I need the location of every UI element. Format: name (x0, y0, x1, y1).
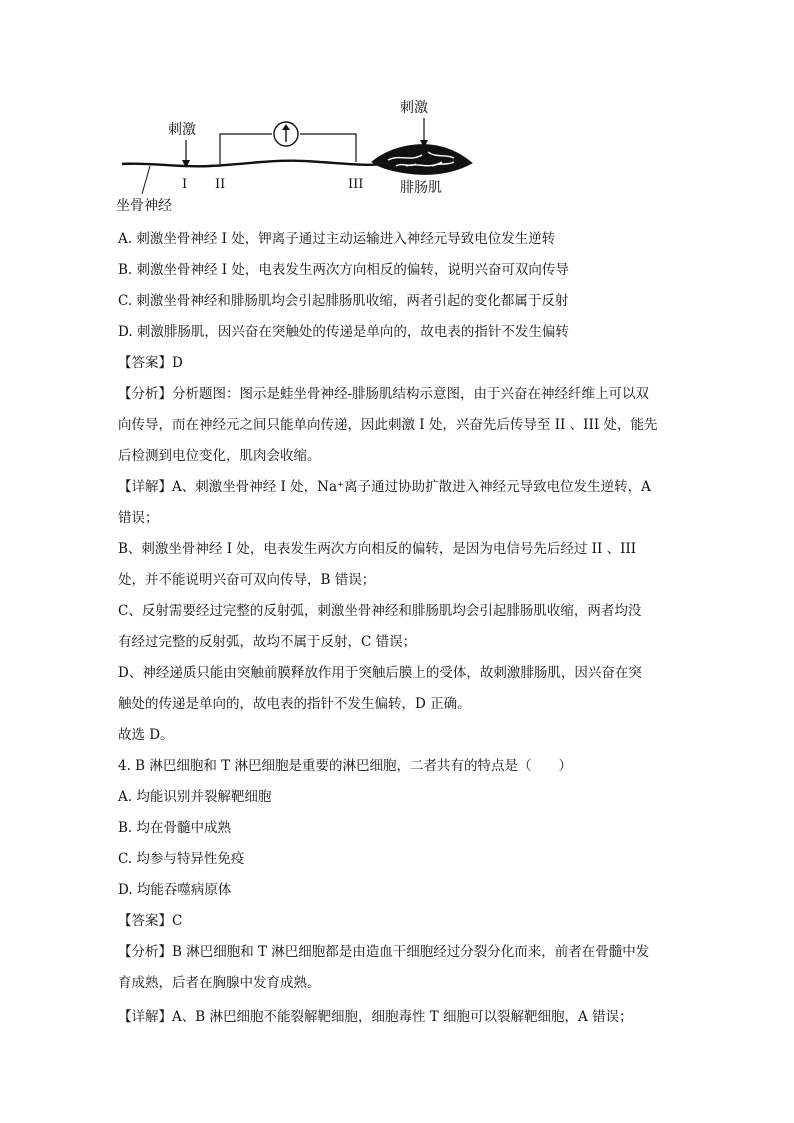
q4-option-d: D. 均能吞噬病原体 (118, 882, 232, 898)
q3-option-a: A. 刺激坐骨神经 I 处，钾离子通过主动运输进入神经元导致电位发生逆转 (118, 231, 556, 247)
q3-option-c: C. 刺激坐骨神经和腓肠肌均会引起腓肠肌收缩，两者引起的变化都属于反射 (118, 293, 569, 309)
site-label-3: III (348, 177, 364, 192)
q3-detail-line-2: 错误； (118, 510, 159, 526)
sciatic-nerve (122, 161, 380, 167)
gastrocnemius-muscle (372, 145, 472, 175)
q4-detail-line-1: 【详解】A、B 淋巴细胞不能裂解靶细胞，细胞毒性 T 细胞可以裂解靶细胞，A 错误； (118, 1009, 633, 1025)
q4-analysis-line-1: 【分析】B 淋巴细胞和 T 淋巴细胞都是由造血干细胞经过分裂分化而来，前者在骨髓中发 (118, 944, 650, 960)
site-label-2: II (215, 177, 226, 192)
muscle-label: 腓肠肌 (400, 180, 442, 196)
stimulus-label-right: 刺激 (400, 100, 428, 116)
q3-answer: 【答案】D (118, 355, 183, 371)
q3-analysis-line-2: 向传导，而在神经元之间只能单向传递，因此刺激 I 处，兴奋先后传导至 II 、III 处，能先 (118, 417, 658, 433)
q4-option-c: C. 均参与特异性免疫 (118, 851, 245, 867)
q3-detail-line-6: 有经过完整的反射弧，故均不属于反射，C 错误； (118, 634, 417, 650)
q3-detail-line-3: B、刺激坐骨神经 I 处，电表发生两次方向相反的偏转，是因为电信号先后经过 II 、III (118, 541, 637, 557)
nerve-label: 坐骨神经 (116, 198, 172, 214)
q3-analysis-line-1: 【分析】分析题图：图示是蛙坐骨神经-腓肠肌结构示意图，由于兴奋在神经纤维上可以双 (118, 386, 650, 402)
nerve-pointer (142, 166, 150, 194)
q3-detail-line-5: C、反射需要经过完整的反射弧，刺激坐骨神经和腓肠肌均会引起腓肠肌收缩，两者均没 (118, 603, 642, 619)
q3-detail-line-1: 【详解】A、刺激坐骨神经 I 处，Na⁺离子通过协助扩散进入神经元导致电位发生逆转，A (118, 479, 651, 495)
q4-option-b: B. 均在骨髓中成熟 (118, 820, 232, 836)
meter-wire-left (220, 134, 272, 164)
q3-choose: 故选 D。 (118, 727, 174, 743)
meter-wire-right (300, 134, 356, 162)
q3-detail-line-8: 触处的传递是单向的，故电表的指针不发生偏转，D 正确。 (118, 696, 471, 712)
nerve-muscle-diagram (110, 92, 490, 222)
q4-option-a: A. 均能识别并裂解靶细胞 (118, 789, 272, 805)
q3-detail-line-7: D、神经递质只能由突触前膜释放作用于突触后膜上的受体，故刺激腓肠肌，因兴奋在突 (118, 665, 642, 681)
q3-option-b: B. 刺激坐骨神经 I 处，电表发生两次方向相反的偏转，说明兴奋可双向传导 (118, 262, 569, 278)
q4-answer: 【答案】C (118, 913, 183, 929)
q3-detail-line-4: 处，并不能说明兴奋可双向传导，B 错误； (118, 572, 376, 588)
galvanometer-icon (274, 122, 298, 146)
stimulus-label-left: 刺激 (168, 122, 196, 138)
q4-analysis-line-2: 育成熟，后者在胸腺中发育成熟。 (118, 975, 321, 991)
q3-option-d: D. 刺激腓肠肌，因兴奋在突触处的传递是单向的，故电表的指针不发生偏转 (118, 324, 569, 340)
q3-analysis-line-3: 后检测到电位变化，肌肉会收缩。 (118, 448, 321, 464)
q4-stem: 4. B 淋巴细胞和 T 淋巴细胞是重要的淋巴细胞，二者共有的特点是（ ） (118, 758, 572, 774)
site-label-1: I (182, 177, 188, 192)
